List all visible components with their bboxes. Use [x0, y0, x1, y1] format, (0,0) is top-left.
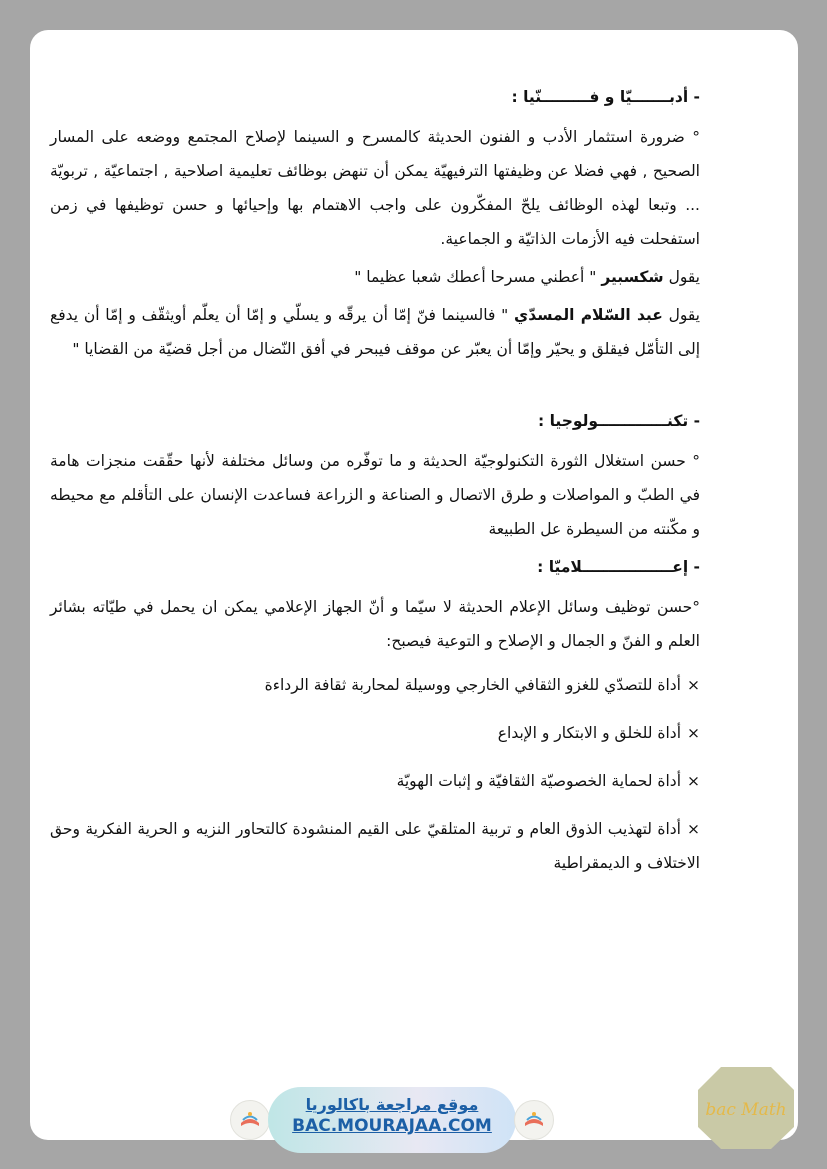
site-name-link[interactable]: موقع مراجعة باكالوريا	[305, 1095, 479, 1114]
paragraph-media: °حسن توظيف وسائل الإعلام الحديثة لا سيّما و أنّ الجهاز الإعلامي يمكن ان يحمل في طيّاته بشائر العلم و الفنّ و الجمال و الإصلاح و التوعية فيصبح:	[50, 598, 700, 650]
list-item: ×أداة للخلق و الابتكار و الإبداع	[497, 724, 700, 742]
site-logo-icon	[230, 1100, 270, 1140]
bac-math-logo	[696, 1065, 796, 1151]
media-list	[50, 668, 700, 880]
list-item: ×أداة لتهذيب الذوق العام و تربية المتلقيّ على القيم المنشودة كالتحاور النزيه و الحرية الفكرية وحق الاختلاف و الديمقراطية	[50, 820, 700, 872]
document-body	[50, 80, 700, 894]
quote-text: " أعطني مسرحا أعطك شعبا عظيما "	[354, 268, 602, 286]
section-heading-media: - إعـــــــــــــــــلاميّا :	[537, 558, 700, 576]
quote-text: " فالسينما فنّ إمّا أن يرقّه و يسلّي و إمّا أن يعلّم أويثقّف و إمّا أن يدفع إلى التأمّل فيقلق و يحيّر وإمّا أن يعبّر عن موقف فيبحر في أفق النّضال من أجل قضيّة من القضايا "	[50, 306, 700, 358]
site-logo-icon	[514, 1100, 554, 1140]
quote-author-msaddi: عبد السّلام المسدّي	[514, 306, 663, 324]
quote-author-shakespeare: شكسبير	[601, 268, 664, 286]
footer-site-badge[interactable]	[268, 1087, 516, 1153]
cross-bullet-icon: ×	[687, 772, 700, 790]
cross-bullet-icon: ×	[687, 820, 700, 838]
section-heading-literature-art: - أدبـــــــيّا و فـــــــــنّيا :	[511, 88, 700, 106]
quote-prefix: يقول	[663, 268, 700, 286]
paragraph-literature-art: ° ضرورة استثمار الأدب و الفنون الحديثة كالمسرح و السينما لإصلاح المجتمع ووضعه على المسار الصحيح , فهي فضلا عن وظيفتها الترفيهيّة يمكن أن تنهض بوظائف تعليمية اصلاحية , اجتماعيّة , تربويّة ... وتبعا لهذه الوظائف يلحّ المفكّرون على واجب الاهتمام بها وإحيائها و حسن توظيفها في زمن استفحلت فيه الأزمات الذاتيّة و الجماعية.	[50, 128, 700, 248]
cross-bullet-icon: ×	[687, 676, 700, 694]
quote-msaddi	[50, 298, 700, 366]
cross-bullet-icon: ×	[687, 724, 700, 742]
quote-prefix: يقول	[662, 306, 700, 324]
site-url-link[interactable]: BAC.MOURAJAA.COM	[292, 1116, 492, 1136]
bac-math-logo-text: bac Math	[705, 1100, 787, 1120]
quote-shakespeare	[50, 260, 700, 294]
list-item: ×أداة لحماية الخصوصيّة الثقافيّة و إثبات الهويّة	[396, 772, 700, 790]
section-heading-technology: - تكنـــــــــــــولوجيا :	[537, 412, 700, 430]
list-item: ×أداة للتصدّي للغزو الثقافي الخارجي ووسيلة لمحاربة ثقافة الرداءة	[264, 676, 700, 694]
paragraph-technology: ° حسن استغلال الثورة التكنولوجيّة الحديثة و ما توفّره من وسائل مختلفة لأنها حقّقت منجزات هامة في الطبّ و المواصلات و طرق الاتصال و الصناعة و الزراعة فساعدت الإنسان على التأقلم مع محيطه و مكّنته من السيطرة عل الطبيعة	[50, 452, 700, 538]
